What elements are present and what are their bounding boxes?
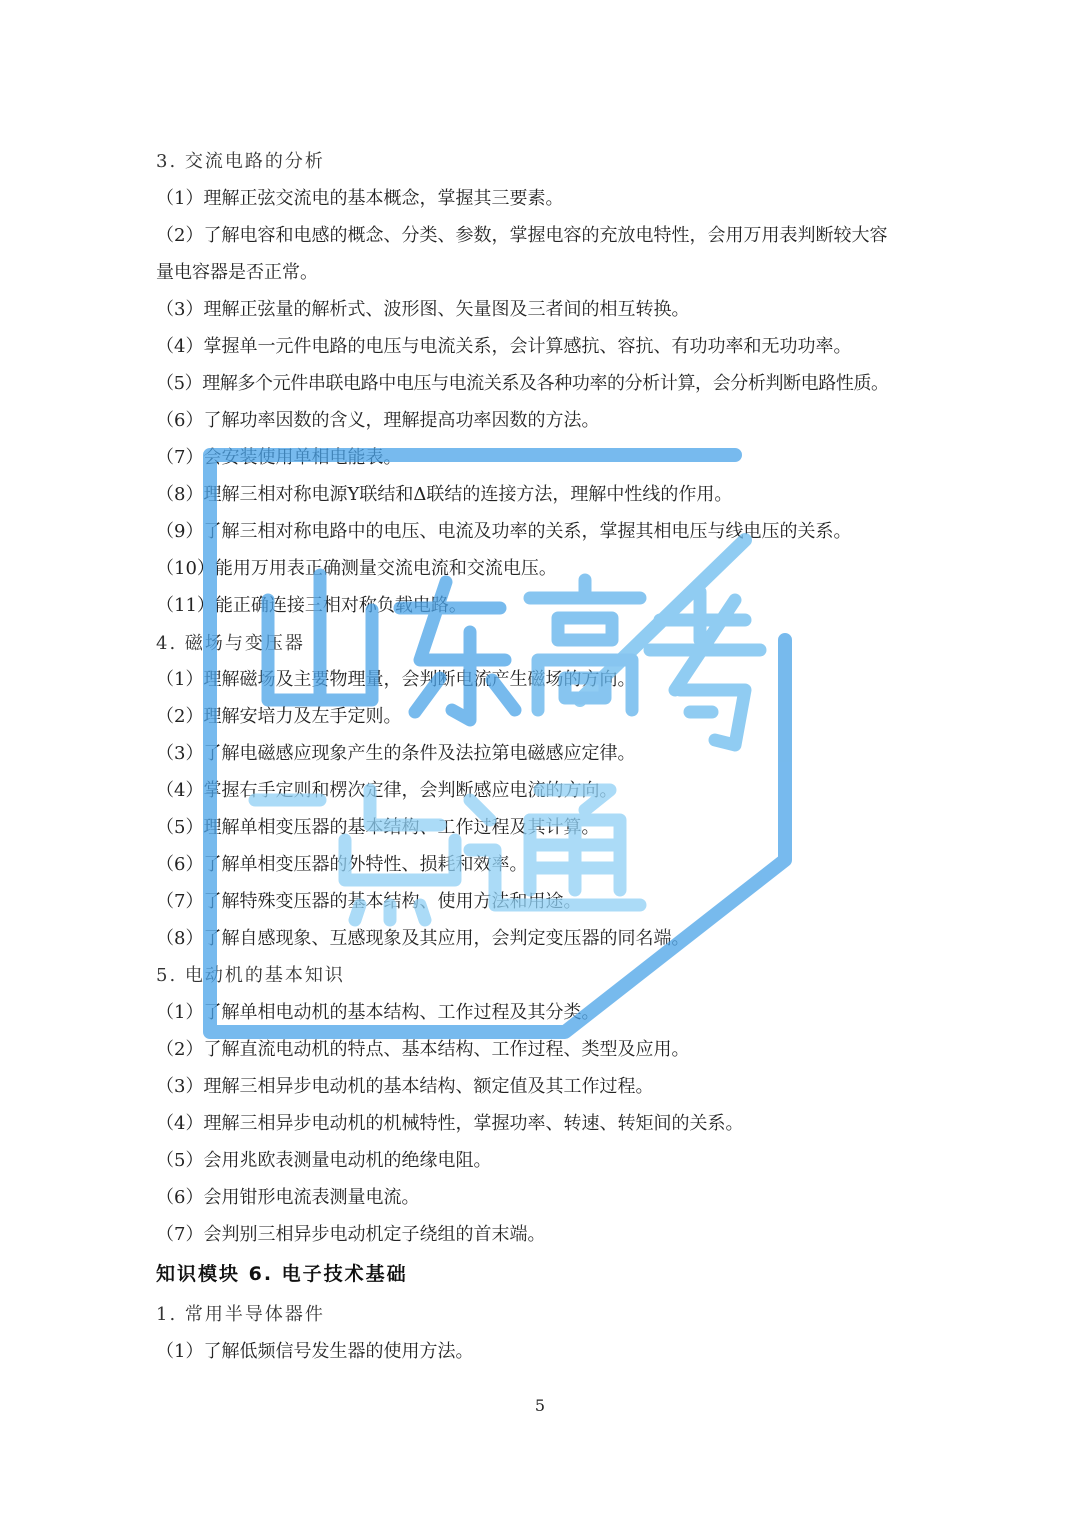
list-item: （4）掌握右手定则和楞次定律，会判断感应电流的方向。	[156, 780, 618, 801]
list-item: （3）理解正弦量的解析式、波形图、矢量图及三者间的相互转换。	[156, 299, 690, 320]
list-item: （1）理解磁场及主要物理量，会判断电流产生磁场的方向。	[156, 669, 636, 690]
module-heading: 知识模块 6. 电子技术基础	[156, 1263, 408, 1285]
list-item: （7）会安装使用单相电能表。	[156, 447, 402, 468]
section-heading-magnetic-fields: 4. 磁场与变压器	[156, 633, 305, 654]
section-heading-motors: 5. 电动机的基本知识	[156, 965, 345, 986]
list-item: （5）理解单相变压器的基本结构、工作过程及其计算。	[156, 817, 600, 838]
list-item: （4）掌握单一元件电路的电压与电流关系，会计算感抗、容抗、有功功率和无功功率。	[156, 336, 852, 357]
list-item: （3）理解三相异步电动机的基本结构、额定值及其工作过程。	[156, 1076, 654, 1097]
list-item: （7）了解特殊变压器的基本结构、使用方法和用途。	[156, 891, 582, 912]
list-item: （1）了解低频信号发生器的使用方法。	[156, 1341, 474, 1362]
list-item: （2）了解直流电动机的特点、基本结构、工作过程、类型及应用。	[156, 1039, 690, 1060]
list-item: （6）了解单相变压器的外特性、损耗和效率。	[156, 854, 528, 875]
list-item: （1）了解单相电动机的基本结构、工作过程及其分类。	[156, 1002, 600, 1023]
list-item: （11）能正确连接三相对称负载电路。	[156, 595, 467, 616]
list-item: （8）理解三相对称电源Y联结和Δ联结的连接方法，理解中性线的作用。	[156, 484, 733, 505]
list-item: （9）了解三相对称电路中的电压、电流及功率的关系，掌握其相电压与线电压的关系。	[156, 521, 852, 542]
list-item: （10）能用万用表正确测量交流电流和交流电压。	[156, 558, 557, 579]
list-item: （2）理解安培力及左手定则。	[156, 706, 402, 727]
list-item: （7）会判别三相异步电动机定子绕组的首末端。	[156, 1224, 546, 1245]
list-item-continuation: 量电容器是否正常。	[156, 262, 318, 283]
watermark-char-kao	[650, 592, 760, 745]
list-item: （5）理解多个元件串联电路中电压与电流关系及各种功率的分析计算，会分析判断电路性质。	[156, 373, 889, 394]
list-item: （3）了解电磁感应现象产生的条件及法拉第电磁感应定律。	[156, 743, 636, 764]
list-item: （6）了解功率因数的含义，理解提高功率因数的方法。	[156, 410, 600, 431]
section-heading-ac-circuits: 3. 交流电路的分析	[156, 151, 325, 172]
list-item: （8）了解自感现象、互感现象及其应用，会判定变压器的同名端。	[156, 928, 690, 949]
list-item: （2）了解电容和电感的概念、分类、参数，掌握电容的充放电特性，会用万用表判断较大容	[156, 225, 888, 246]
section-heading-semiconductors: 1. 常用半导体器件	[156, 1304, 325, 1325]
page-number: 5	[534, 1396, 546, 1415]
list-item: （5）会用兆欧表测量电动机的绝缘电阻。	[156, 1150, 492, 1171]
list-item: （6）会用钳形电流表测量电流。	[156, 1187, 420, 1208]
list-item: （4）理解三相异步电动机的机械特性，掌握功率、转速、转矩间的关系。	[156, 1113, 744, 1134]
list-item: （1）理解正弦交流电的基本概念，掌握其三要素。	[156, 188, 564, 209]
